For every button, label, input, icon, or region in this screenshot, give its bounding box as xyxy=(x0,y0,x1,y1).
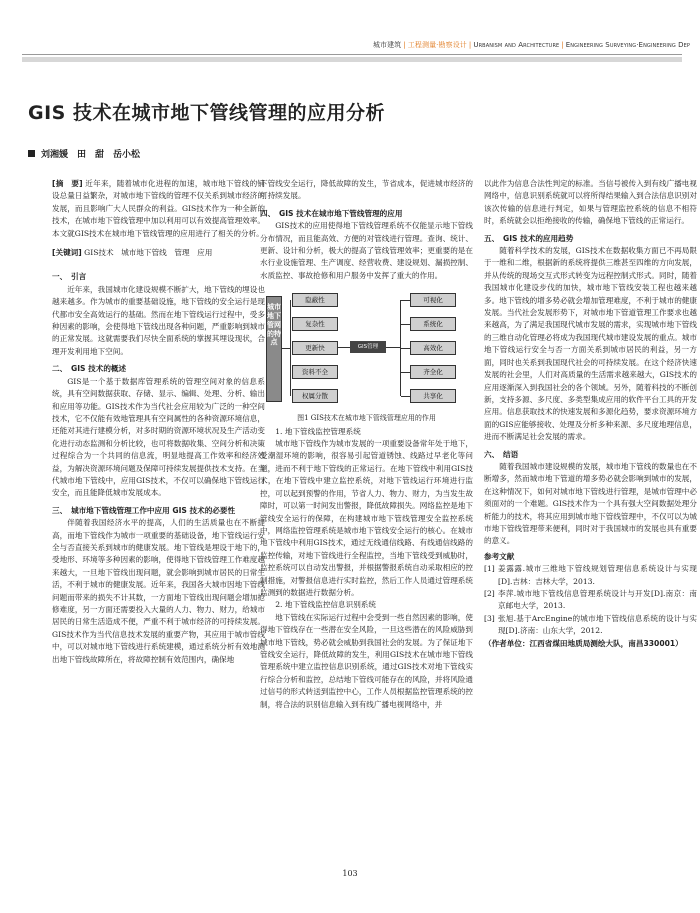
article-title: GIS 技术在城市地下管线管理的应用分析 xyxy=(28,102,385,124)
abstract-text: 近年来，随着城市化进程的加速，城市地下管线的铺设总量日益繁杂，对城市地下管线的管理不仅关系到城市经济的发展，而且影响广大人民群众的利益。GIS技术作为一种全新的技术，在城市地下管线管理中加以利用可以有效提高管理效率。本文就GIS技术在城市地下管线管理的应用进行了相关的分析。 xyxy=(52,179,265,238)
bullet-square-icon xyxy=(28,150,35,157)
section-heading-conclusion: 六、 结语 xyxy=(484,449,519,459)
paragraph: GIS技术的应用使得地下管线管理系统不仅能显示地下管线分布情况，而且能高效、方便的对管线进行管理。查询、统计、更新、设计和分析，极大的提高了管线管理效率；更重要的是在水行业设施管理、生产调度、经营收费、建设规划、漏损控制、水质监控、事故抢修和用户服务中发挥了重大的作用。 xyxy=(260,221,473,280)
paragraph: 随着我国城市建设规模的发展，城市地下管线的数量也在不断增多，然而城市地下管道的增多势必就会影响到城市的发展，在这种情况下，如何对城市地下管线进行管理，是城市管理中必须面对的一个难题。GIS技术作为一个具有强大空间数据处理分析能力的技术，将其应用到城市地下管线管理中，不仅可以为城市地下管线管理带来便利，同时对于我国城市的发展也具有重要的意义。 xyxy=(484,461,697,546)
header-english-title: Urbanism and Architecture xyxy=(473,41,560,49)
author-affiliation: （作者单位：江西省煤田地质局测绘大队，南昌330001） xyxy=(484,638,683,648)
abstract-label: [摘 要] xyxy=(52,179,83,188)
figure-left-box: 隐蔽性 xyxy=(292,293,338,307)
figure-connector xyxy=(338,347,350,348)
reference-item xyxy=(484,588,697,613)
figure-connector xyxy=(282,348,290,349)
figure-right-box: 可视化 xyxy=(410,293,456,307)
figure-left-box: 复杂性 xyxy=(292,317,338,331)
header-separator: | xyxy=(468,41,472,49)
header-section: 工程测量·勘察设计 xyxy=(407,41,467,49)
paragraph: GIS是一个基于数据库管理系统的管理空间对象的信息系统，具有空间数据获取、存储、显示、编辑、处理、分析、输出和应用等功能。GIS技术作为当代社会应用较为广泛的一种空间技术，它不仅能有效地管理具有空间属性的各种资源环境信息，还能对其进行建模分析，对多时期的资源环境状况及生产活动变化进行动态监测和分析比较，也可将数据收集、空间分析和决策过程综合为一个共同的信息流，明显地提高工作效率和经济效益，为解决资源环境问题及保障可持续发展提供技术支持。在当代城市地下管线中，应用GIS技术，不仅可以确保地下管线运行安全，而且能降低城市发展成本。 xyxy=(52,376,265,498)
figure-left-box: 更新快 xyxy=(292,341,338,355)
figure-right-box: 高效化 xyxy=(410,341,456,355)
figure-right-box: 系统化 xyxy=(410,317,456,331)
header-category: 城市建筑 xyxy=(372,41,402,49)
page-number: 103 xyxy=(342,869,358,878)
header-english-section: Engineering Surveying·Engineering Dep xyxy=(565,41,690,49)
reference-number: [3] xyxy=(484,613,495,623)
references-heading: 参考文献 xyxy=(484,551,515,561)
figure-1 xyxy=(264,288,469,408)
figure-connector xyxy=(401,300,410,301)
figure-left-box: 权属分散 xyxy=(292,389,338,403)
subsection-heading: 2. 地下管线监控信息识别系统 xyxy=(275,600,376,610)
reference-item xyxy=(484,563,697,588)
header-band xyxy=(22,57,682,62)
figure-connector xyxy=(401,372,410,373)
figure-side-label: 城市地下管网的特点 xyxy=(266,296,282,402)
paragraph: 伴随着我国经济水平的提高，人们的生活质量也在不断提高，而地下管线作为城市一项重要的基础设备，地下管线运行安全与否直接关系到城市的健康发展。地下管线是埋设于地下的，受地形、环境等多种因素的影响，使得地下管线管理工作难度越来越大，一旦地下管线出现问题，就会影响到城市居民的日常生活，不利于城市的健康发展。近年来，我国各大城市因地下管线问题而带来的损失不计其数，一方面地下管线出现问题会增加抢修难度，另一方面还需要投入大量的人力、物力、财力，给城市居民的日常生活造成不便，严重不利于城市经济的可持续发展。GIS技术作为当代信息技术发展的重要产物，其应用于城市管线中，可以对城市地下管线进行系统建模，通过系统分析有效地测出地下管线故障所在，将故障控制有效范围内，确保地 xyxy=(52,518,265,664)
paragraph: 随着科学技术的发展，GIS技术在数据收集方面已不再局限于一维和二维，根据新的系统将提供三维甚至四维的方向发展，并从传统的现场交互式形式转变为远程控制式形式。同时，随着我国城市化建设步伐的加快，城市地下管线安装工程也越来越多。地下管线的增多势必就会增加管理难度，不利于城市的健康发展。当代社会发展形势下，对城市地下管道管理工作要求也越来越高，为了满足我国现代城市发展的需求，实现城市地下管线的三维自动化管理必将成为我国现代城市建设发展的重点。城市地下管线运行安全与否一方面关系到城市居民的利益，另一方面，同时也关系到我国现代社会的可持续发展。在这个经济快速发展的社会里，人们对高质量的生活需求越来越大，GIS技术的应用逐渐深入到我国社会的各个领域。另外，随着科技的不断创新，支持多源、多尺度、多类型集成应用的软件平台工具的开发应用。信息获取技术的快速发展和多源化趋势，要求资源环境方面的GIS应能够接收、处理及分析多种来源、多尺度地理信息，进而不断满足社会发展的需求。 xyxy=(484,246,697,442)
figure-connector xyxy=(386,347,400,348)
keywords-label: [关键词] xyxy=(52,248,82,258)
column-3 xyxy=(484,178,697,870)
paragraph: 近年来，我国城市化建设规模不断扩大，地下管线的埋设也越来越多。作为城市的重要基础设施，地下管线的安全运行是现代都市安全高效运行的基础。然而在地下管线运行过程中，受多种因素的影响，会使得地下管线出现各种问题，严重影响到城市的正常发展。这就需要我们尽快全面系统的掌握其埋设现状，合理开发利用地下空间。 xyxy=(52,284,265,356)
figure-caption: 图1 GIS技术在城市地下管线管理应用的作用 xyxy=(297,414,436,423)
reference-text: 张旭.基于ArcEngine的城市地下管线信息系统的设计与实现[D].济南：山东大学，2012. xyxy=(498,613,697,636)
authors: 刘湘媛 田 甜 岳小松 xyxy=(41,150,141,160)
header-separator: | xyxy=(561,41,564,49)
figure-right-box: 齐全化 xyxy=(410,365,456,379)
section-heading-trend: 五、 GIS 技术的应用趋势 xyxy=(484,233,574,243)
journal-header xyxy=(150,40,690,50)
section-heading-necessity: 三、 城市地下管线管理工作中应用 GIS 技术的必要性 xyxy=(52,505,236,515)
column-2 xyxy=(260,178,473,870)
reference-text: 姜露露.城市三维地下管线规划管理信息系统设计与实现[D].吉林：吉林大学，2013. xyxy=(498,564,697,586)
subsection-heading: 1. 地下管线监控管理系统 xyxy=(275,426,361,436)
figure-left-box: 资料不全 xyxy=(292,365,338,379)
reference-number: [1] xyxy=(484,564,495,574)
figure-connector xyxy=(290,300,291,396)
section-heading-application: 四、 GIS 技术在城市地下管线管理的应用 xyxy=(260,208,403,218)
paragraph: 以此作为信息合法性判定的标准。当信号被传入到有线广播电视网络中，信息识别系统就可以将所得结果输入到合法信息识别对该次传输的信息进行判定，如果与管理监控系统的信息不相符时，系统就会以拒绝接收的传输，确保地下管线的正常运行。 xyxy=(484,179,697,226)
figure-center-label: GIS管理 xyxy=(350,341,386,353)
paragraph: 地下管线在实际运行过程中会受到一些自然因素的影响，使得地下管线存在一些潜在安全风险，一旦这些潜在的风险威胁到城市地下管线，势必就会威胁到我国社会的发展。为了保证地下管线安全运行，降低故障的发生，利用GIS技术在城市地下管线管理系统中建立监控信息识别系统，通过GIS技术对地下管线实行综合分析和监控，总结地下管线可能存在的风险，并将风险通过信号的形式转送到监控中心，工作人员根据监控管理系统的控制，将合法的识别信息输入到有线广播电视网络中，并 xyxy=(260,612,473,709)
figure-connector xyxy=(401,324,410,325)
reference-number: [2] xyxy=(484,589,495,598)
figure-connector xyxy=(401,396,410,397)
header-rule xyxy=(22,54,682,55)
paragraph: 城市地下管线作为城市发展的一项重要设备常年处于地下，受潮湿环境的影响，很容易引起管道锈蚀、线路过早老化等问题，进而不利于地下管线的正常运行。在地下管线中利用GIS技术，在地下管线中建立监控系统，对地下管线运行环境进行监控，可以起到预警的作用，节省人力、物力、财力，为当发生故障时，可以第一时间发出警报，降低故障损失。网络监控是地下管线安全运行的保障，在构建城市地下管线管理安全监控系统中，网络监控管理系统是城市地下管线安全运行的核心。在城市地下管线中利用GIS技术，通过无线通信线路、有线通信线路的监控传输，对地下管线进行全程监控，当地下管线受到威胁时，监控系统可以自动发出警报，并根据警报系统自动采取相应的控制措施，对警报信息进行实时监控，然后工作人员通过管理系统监测到的数据进行数据分析。 xyxy=(260,439,473,597)
paragraph: 下管线安全运行，降低故障的发生，节省成本，促进城市经济的可持续发展。 xyxy=(260,179,473,201)
header-separator: | xyxy=(403,41,406,49)
keywords-text: GIS技术 城市地下管线 管理 应用 xyxy=(84,248,213,258)
section-heading-gis-overview: 二、 GIS 技术的概述 xyxy=(52,364,127,374)
section-heading-intro: 一、 引言 xyxy=(52,272,87,282)
figure-right-box: 共享化 xyxy=(410,389,456,403)
abstract xyxy=(52,178,265,240)
keywords xyxy=(52,247,265,259)
column-1 xyxy=(52,178,265,870)
reference-text: 李萍.城市地下管线信息管理系统设计与开发[D].南京：南京邮电大学，2013. xyxy=(498,589,697,611)
figure-connector xyxy=(401,348,410,349)
reference-item xyxy=(484,613,697,638)
authors-line xyxy=(28,147,140,160)
